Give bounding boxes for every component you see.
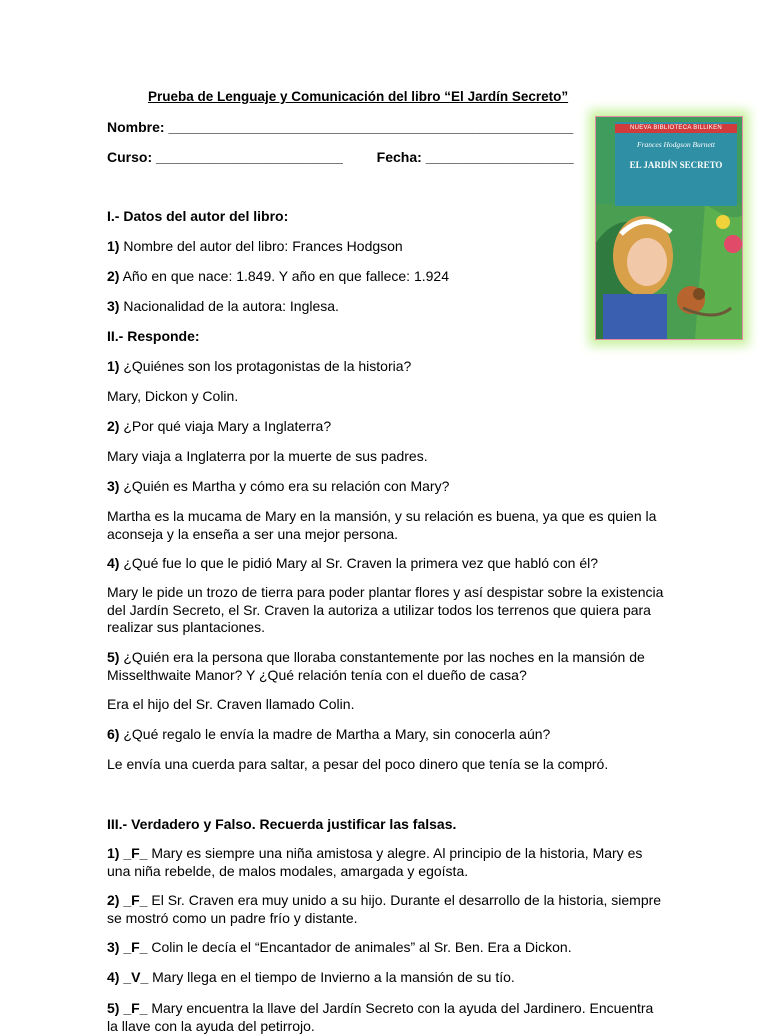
question: 3) ¿Quién es Martha y cómo era su relación con Mary? bbox=[107, 478, 450, 494]
nombre-label: Nombre: bbox=[107, 119, 165, 135]
fecha-label: Fecha: bbox=[376, 149, 422, 165]
curso-fecha-row bbox=[107, 149, 574, 166]
cover-author: Frances Hodgson Burnett bbox=[637, 140, 715, 149]
true-false-item: 4) _V_ Mary llega en el tiempo de Invierno a la mansión de su tío. bbox=[107, 969, 515, 985]
section-1-item: 3) Nacionalidad de la autora: Inglesa. bbox=[107, 298, 339, 314]
section-1-item: 2) Año en que nace: 1.849. Y año en que fallece: 1.924 bbox=[107, 268, 449, 284]
true-false-item: 1) _F_ Mary es siempre una niña amistosa y alegre. Al principio de la historia, Mary es una niña rebelde, de malos modales, amargada y egoísta. bbox=[107, 845, 643, 879]
question: 6) ¿Qué regalo le envía la madre de Martha a Mary, sin conocerla aún? bbox=[107, 726, 551, 742]
nombre-line: ____________________________________________________ bbox=[168, 119, 574, 135]
true-false-item: 5) _F_ Mary encuentra la llave del Jardín Secreto con la ayuda del Jardinero. Encuentra la llave con la ayuda del petirrojo. bbox=[107, 1000, 654, 1034]
answer: Mary, Dickon y Colin. bbox=[107, 388, 239, 404]
section-1-item: 1) Nombre del autor del libro: Frances Hodgson bbox=[107, 238, 403, 254]
question: 2) ¿Por qué viaja Mary a Inglaterra? bbox=[107, 418, 332, 434]
cover-title: EL JARDÍN SECRETO bbox=[629, 160, 723, 170]
question: 1) ¿Quiénes son los protagonistas de la historia? bbox=[107, 358, 412, 374]
true-false-item: 3) _F_ Colin le decía el “Encantador de animales” al Sr. Ben. Era a Dickon. bbox=[107, 939, 572, 955]
section-3-heading: III.- Verdadero y Falso. Recuerda justificar las falsas. bbox=[107, 816, 457, 832]
answer: Mary viaja a Inglaterra por la muerte de sus padres. bbox=[107, 448, 428, 464]
fecha-line: ___________________ bbox=[425, 149, 574, 165]
answer: Mary le pide un trozo de tierra para poder plantar flores y así despistar sobre la existencia del Jardín Secreto, el Sr. Craven la autoriza a utilizar todos los terrenos que quiera para realizar sus plantaciones. bbox=[107, 584, 664, 635]
book-cover-image bbox=[595, 116, 743, 340]
answer: Era el hijo del Sr. Craven llamado Colin. bbox=[107, 696, 355, 712]
answer: Le envía una cuerda para saltar, a pesar del poco dinero que tenía se la compró. bbox=[107, 756, 609, 772]
question: 5) ¿Quién era la persona que lloraba constantemente por las noches en la mansión de Misselthwaite Manor? Y ¿Qué relación tenía con el dueño de casa? bbox=[107, 649, 645, 683]
question: 4) ¿Qué fue lo que le pidió Mary al Sr. Craven la primera vez que habló con él? bbox=[107, 555, 599, 571]
curso-line: ________________________ bbox=[156, 149, 343, 165]
nombre-row bbox=[107, 119, 573, 136]
answer: Martha es la mucama de Mary en la mansión, y su relación es buena, ya que es quien la aconseja y la enseña a ser una mejor persona. bbox=[107, 508, 657, 542]
section-2-heading: II.- Responde: bbox=[107, 328, 200, 344]
true-false-item: 2) _F_ El Sr. Craven era muy unido a su hijo. Durante el desarrollo de la historia, siempre se mostró como un padre frío y distante. bbox=[107, 892, 662, 926]
section-1-heading: I.- Datos del autor del libro: bbox=[107, 208, 289, 224]
curso-label: Curso: bbox=[107, 149, 153, 165]
document-title: Prueba de Lenguaje y Comunicación del libro “El Jardín Secreto” bbox=[148, 89, 569, 104]
cover-series-band: NUEVA BIBLIOTECA BILLIKEN bbox=[615, 124, 737, 133]
